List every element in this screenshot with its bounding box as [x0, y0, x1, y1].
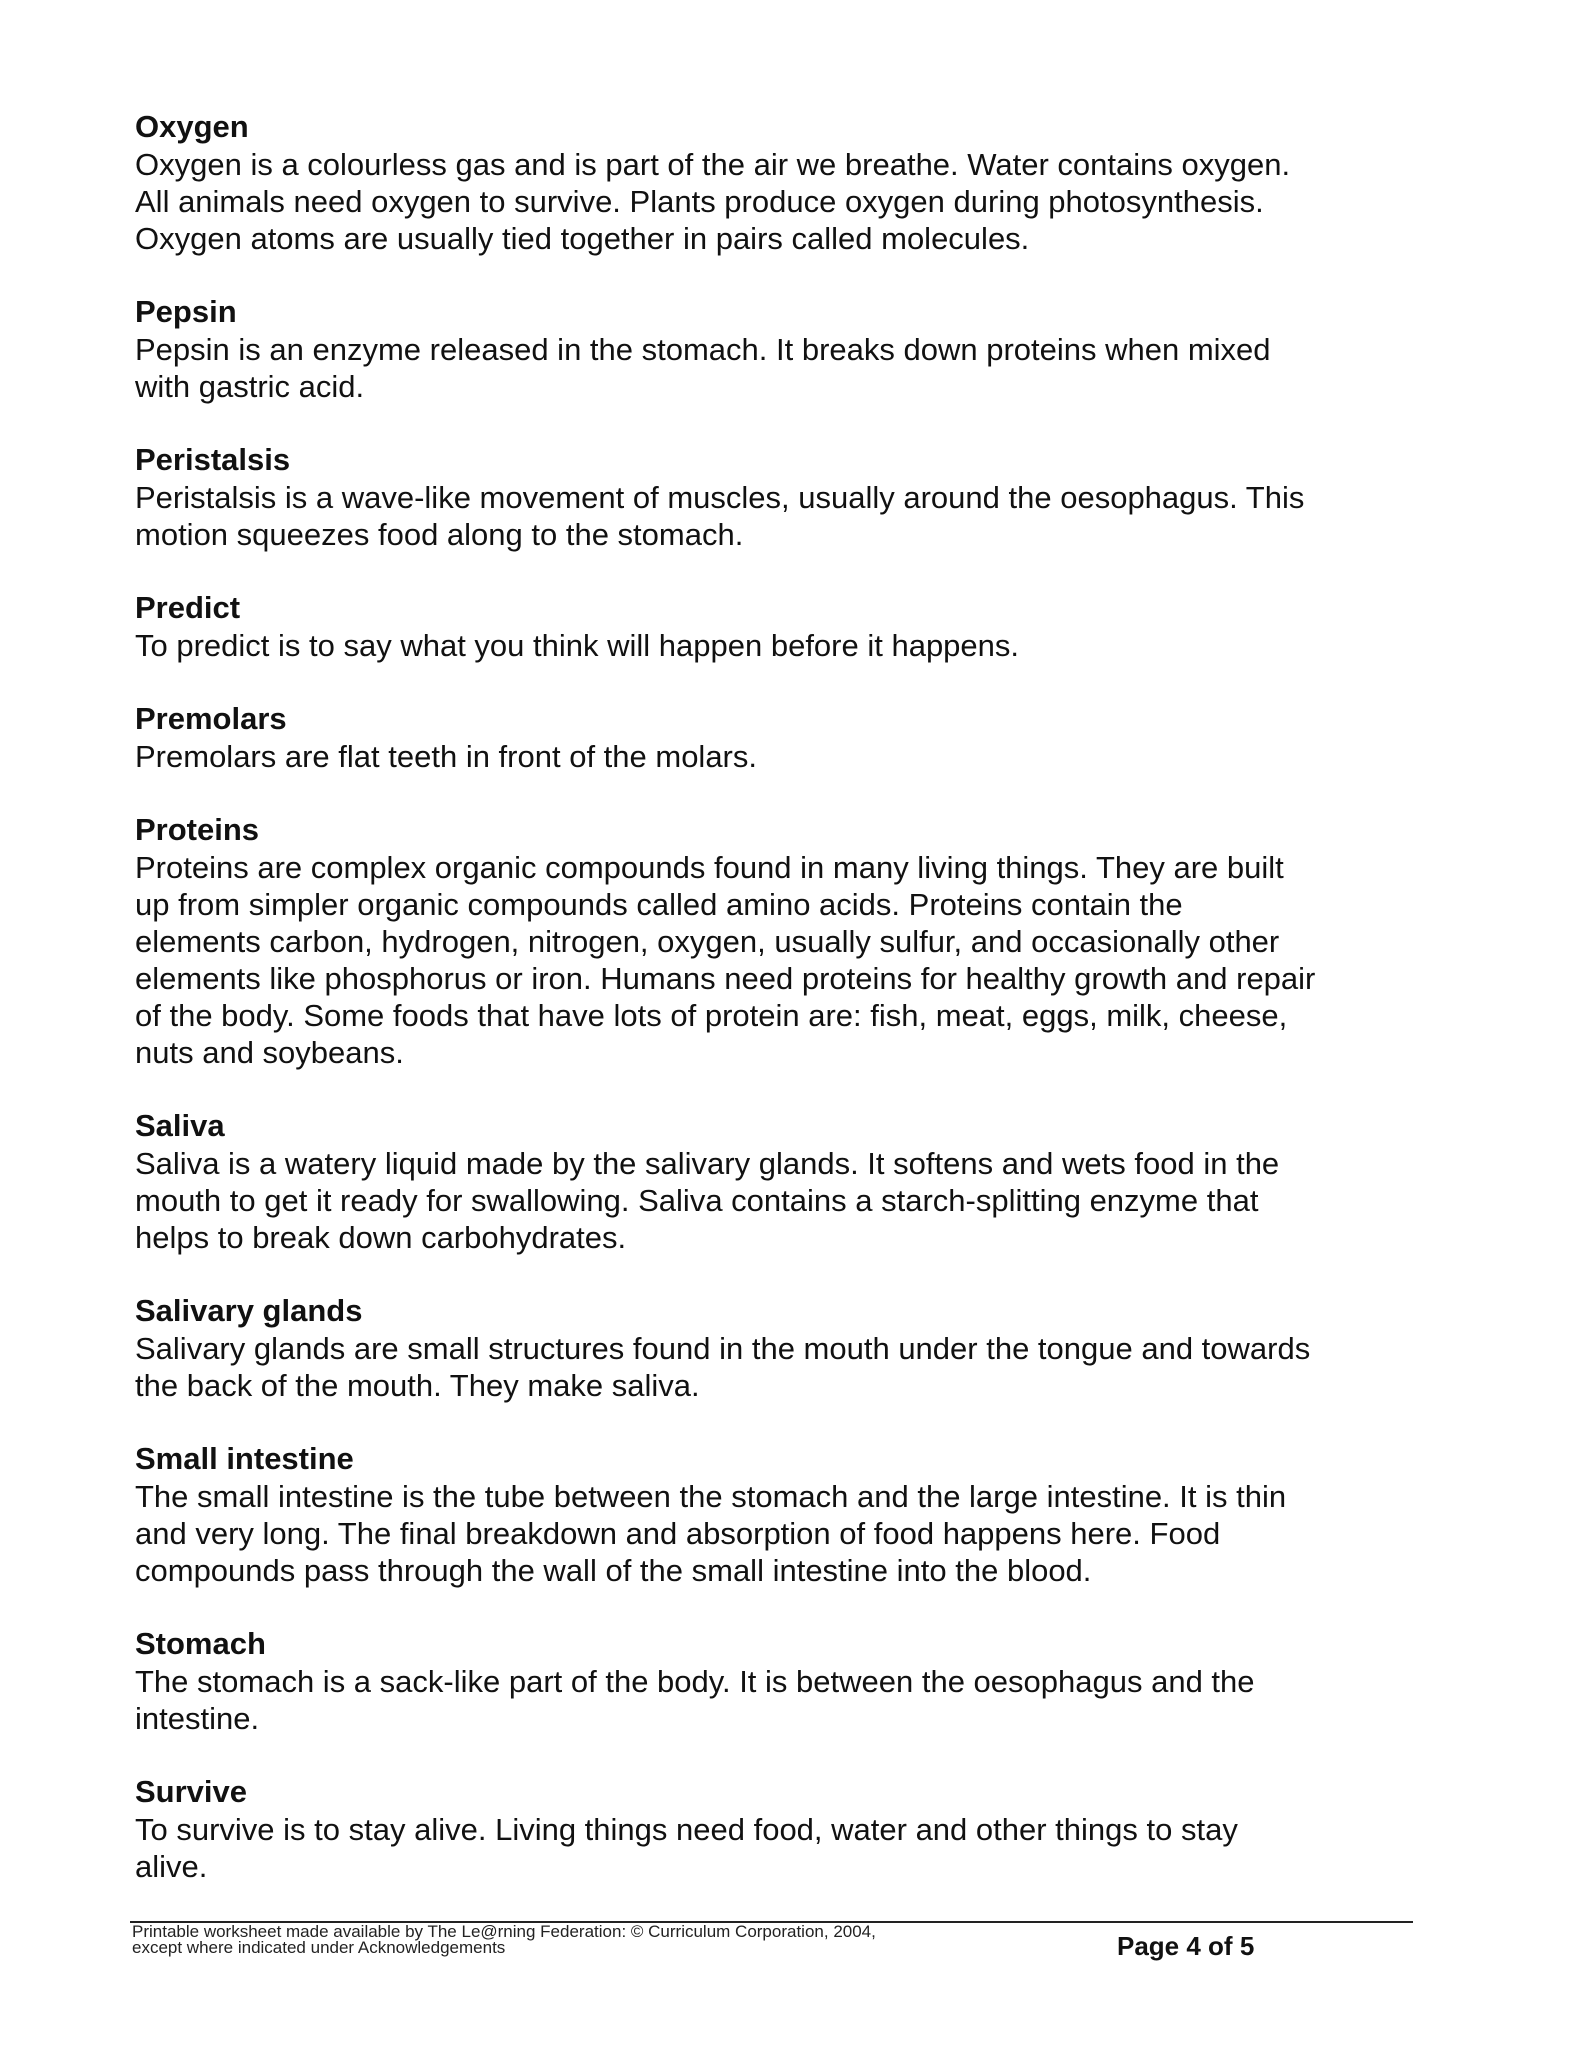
glossary-term: Pepsin [135, 294, 237, 329]
glossary-definition: Peristalsis is a wave-like movement of muscles, usually around the oesophagus. This motion squeezes food along to the stomach. [135, 480, 1305, 552]
page-number: Page 4 of 5 [1117, 1931, 1255, 1961]
footer-credit: Printable worksheet made available by The Le@rning Federation: © Curriculum Corporation, 2004, except where indicated under Acknowledgements [132, 1922, 876, 1957]
glossary-term: Premolars [135, 701, 287, 736]
glossary-term: Saliva [135, 1108, 225, 1143]
glossary-term: Proteins [135, 812, 260, 847]
glossary-entry-peristalsis [135, 441, 1425, 553]
glossary-definition: To survive is to stay alive. Living things need food, water and other things to stay alive. [135, 1812, 1238, 1884]
glossary-entry-premolars [135, 700, 1425, 775]
glossary-definition: The stomach is a sack-like part of the body. It is between the oesophagus and the intestine. [135, 1664, 1255, 1736]
glossary-list [135, 108, 1425, 1921]
glossary-definition: Salivary glands are small structures found in the mouth under the tongue and towards the back of the mouth. They make saliva. [135, 1331, 1311, 1403]
glossary-term: Stomach [135, 1626, 266, 1661]
glossary-definition: To predict is to say what you think will happen before it happens. [135, 628, 1020, 663]
glossary-term: Peristalsis [135, 442, 291, 477]
glossary-entry-predict [135, 589, 1425, 664]
glossary-definition: Saliva is a watery liquid made by the salivary glands. It softens and wets food in the mouth to get it ready for swallowing. Saliva contains a starch-splitting enzyme that helps to break down carbohydrates. [135, 1146, 1280, 1255]
glossary-entry-survive [135, 1773, 1425, 1885]
glossary-entry-pepsin [135, 293, 1425, 405]
glossary-definition: Proteins are complex organic compounds found in many living things. They are built up from simpler organic compounds called amino acids. Proteins contain the elements carbon, hydrogen, nitrogen, oxygen, usually sulfur, and occasionally other elements like phosphorus or iron. Humans need proteins for healthy growth and repair of the body. Some foods that have lots of protein are: fish, meat, eggs, milk, cheese, nuts and soybeans. [135, 850, 1316, 1070]
glossary-entry-salivary-glands [135, 1292, 1425, 1404]
glossary-term: Salivary glands [135, 1293, 363, 1328]
glossary-entry-oxygen [135, 108, 1425, 257]
glossary-definition: Oxygen is a colourless gas and is part of the air we breathe. Water contains oxygen. All animals need oxygen to survive. Plants produce oxygen during photosynthesis. Oxygen atoms are usually tied together in pairs called molecules. [135, 147, 1291, 256]
glossary-definition: Premolars are flat teeth in front of the molars. [135, 739, 757, 774]
glossary-definition: Pepsin is an enzyme released in the stomach. It breaks down proteins when mixed with gastric acid. [135, 332, 1271, 404]
glossary-definition: The small intestine is the tube between the stomach and the large intestine. It is thin and very long. The final breakdown and absorption of food happens here. Food compounds pass through the wall of the small intestine into the blood. [135, 1479, 1287, 1588]
glossary-entry-small-intestine [135, 1440, 1425, 1589]
glossary-term: Small intestine [135, 1441, 354, 1476]
glossary-entry-stomach [135, 1625, 1425, 1737]
glossary-term: Oxygen [135, 109, 249, 144]
glossary-entry-proteins [135, 811, 1425, 1071]
glossary-term: Predict [135, 590, 241, 625]
glossary-entry-saliva [135, 1107, 1425, 1256]
glossary-term: Survive [135, 1774, 248, 1809]
